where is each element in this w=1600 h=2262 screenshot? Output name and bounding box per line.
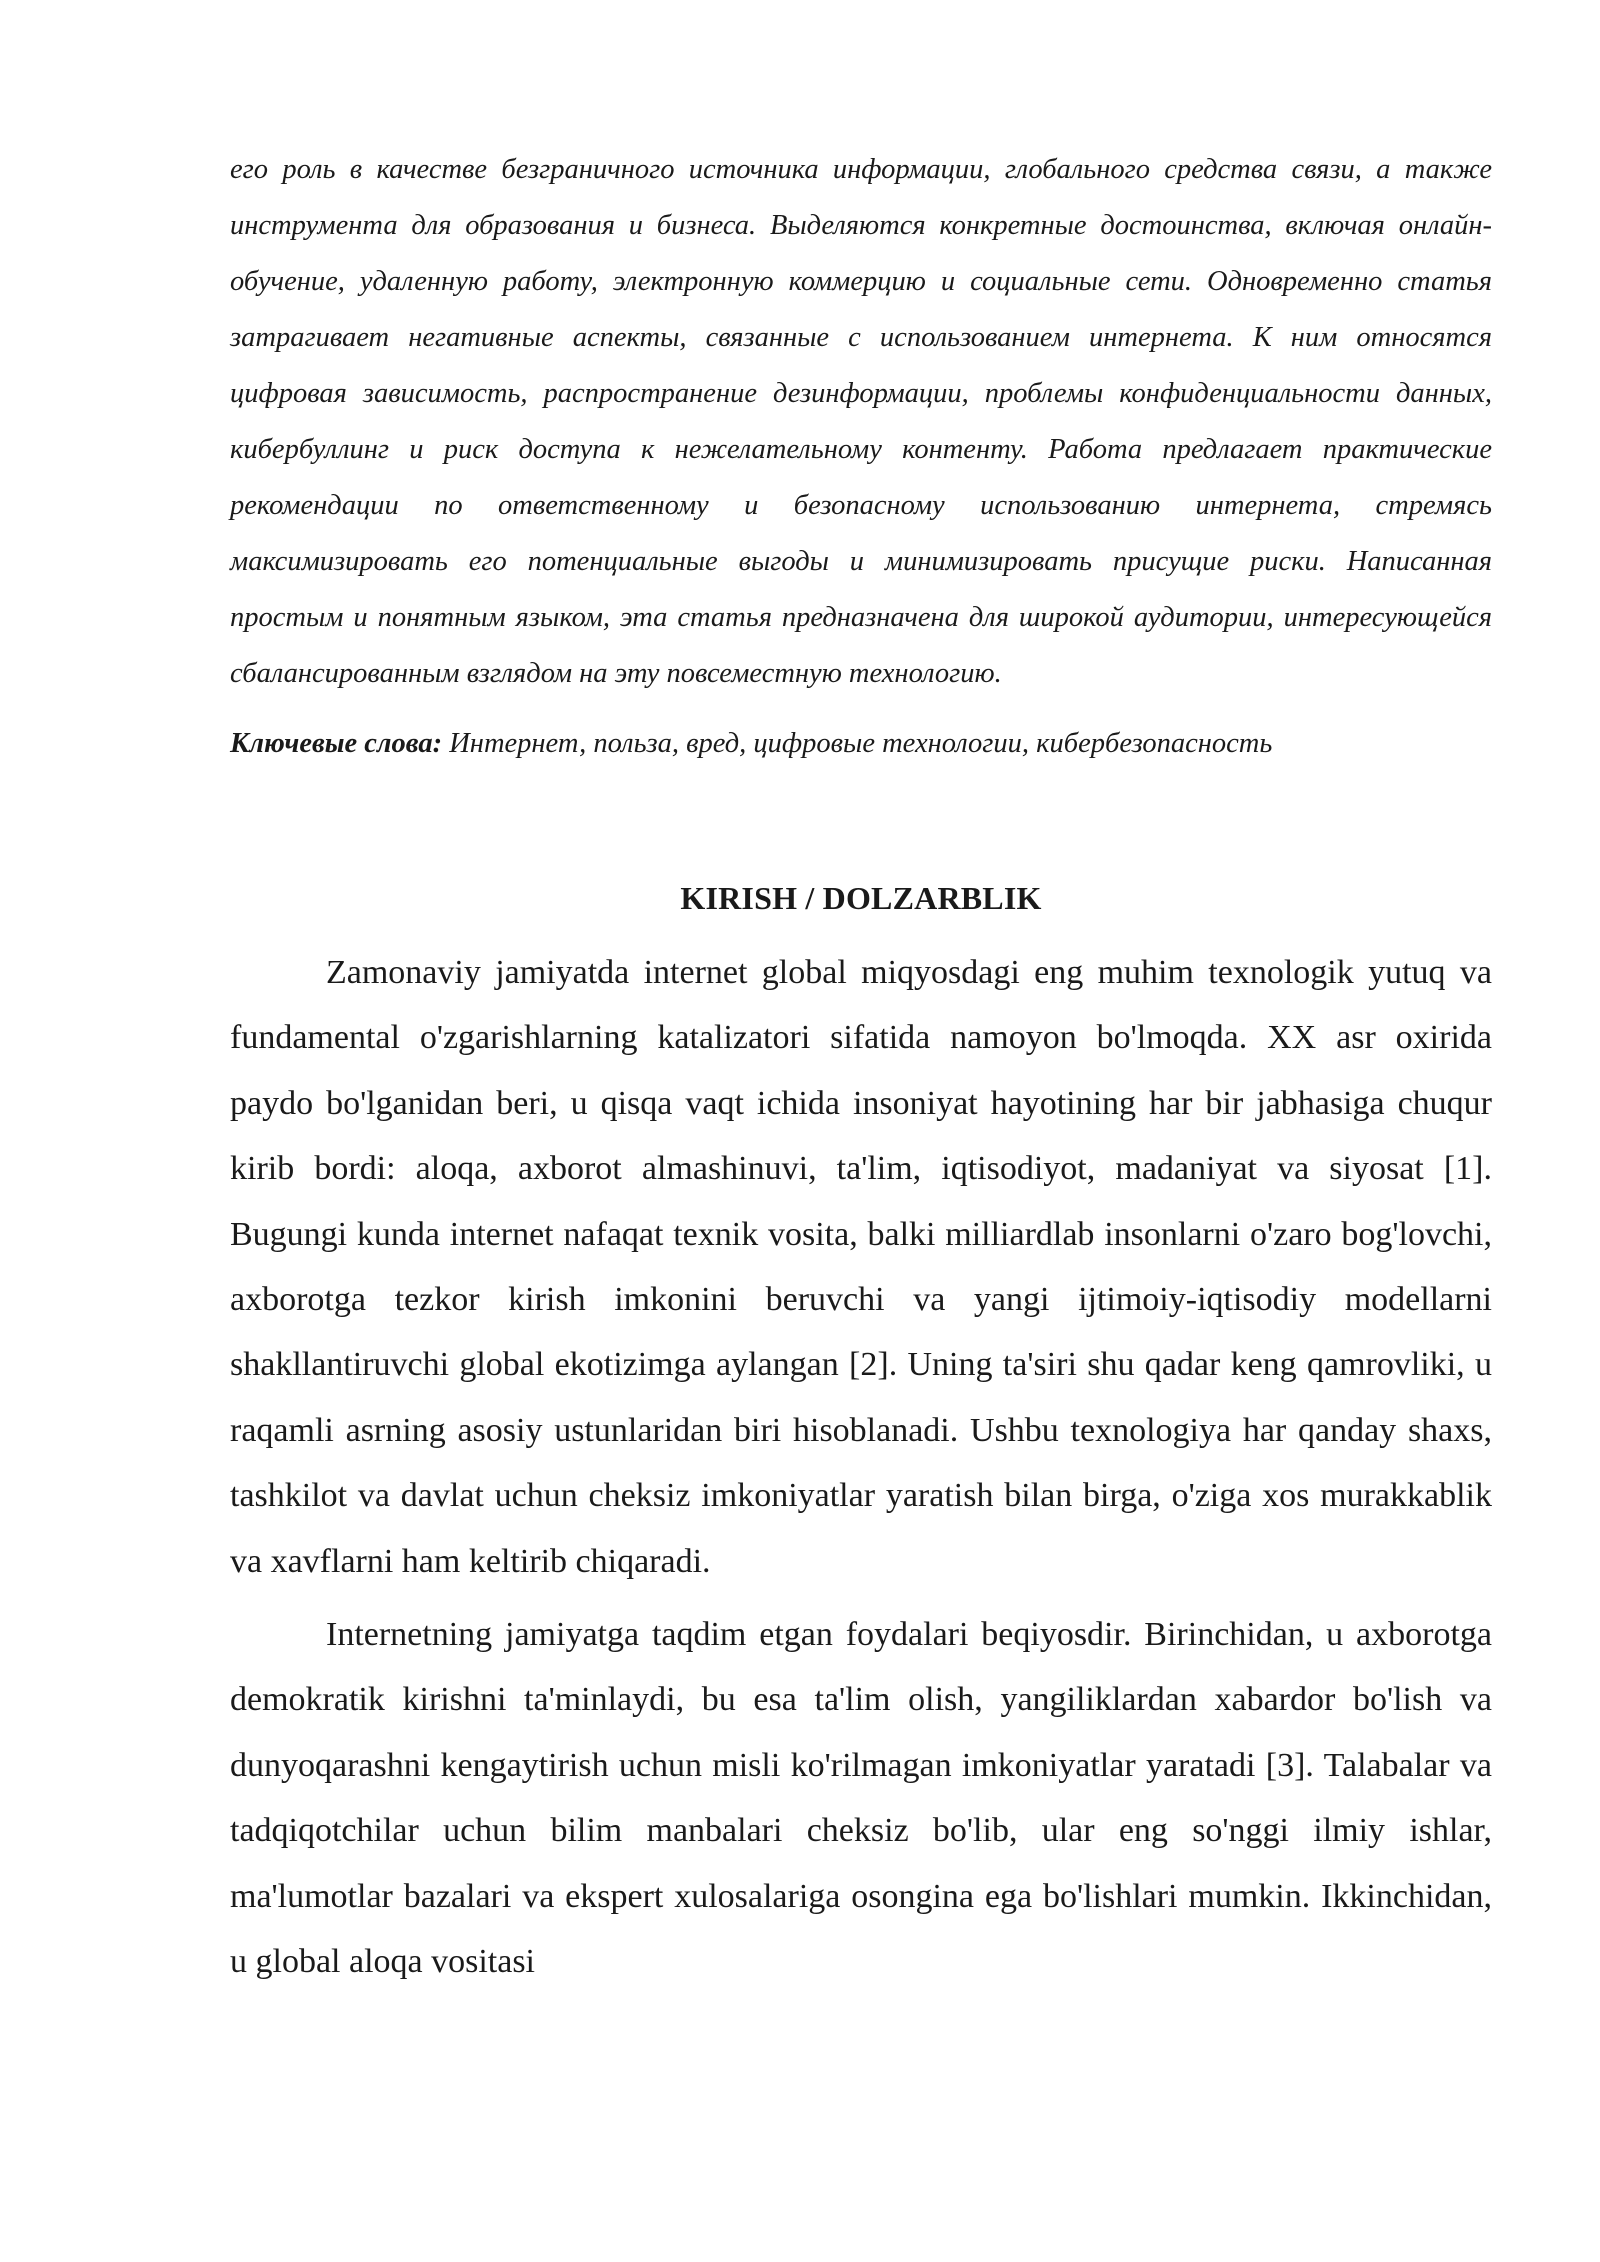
keywords-label: Ключевые слова: <box>230 728 443 759</box>
page-content <box>230 142 1492 1995</box>
section-title: KIRISH / DOLZARBLIK <box>680 880 1042 916</box>
body-paragraph-1: Zamonaviy jamiyatda internet global miqyosdagi eng muhim texnologik yutuq va fundamental o'zgarishlarning katalizatori sifatida namoyon bo'lmoqda. XX asr oxirida paydo bo'lganidan beri, u qisqa vaqt ichida insoniyat hayotining har bir jabhasiga chuqur kirib bordi: aloqa, axborot almashinuvi, ta'lim, iqtisodiyot, madaniyat va siyosat [1]. Bugungi kunda internet nafaqat texnik vosita, balki milliardlab insonlarni o'zaro bog'lovchi, axborotga tezkor kirish imkonini beruvchi va yangi ijtimoiy-iqtisodiy modellarni shakllantiruvchi global ekotizimga aylangan [2]. Uning ta'siri shu qadar keng qamrovliki, u raqamli asrning asosiy ustunlaridan biri hisoblanadi. Ushbu texnologiya har qanday shaxs, tashkilot va davlat uchun cheksiz imkoniyatlar yaratish bilan birga, o'ziga xos murakkablik va xavflarni ham keltirib chiqaradi. <box>230 954 1492 1580</box>
keywords-list: Интернет, польза, вред, цифровые технологии, кибербезопасность <box>442 728 1273 759</box>
abstract-paragraph: его роль в качестве безграничного источника информации, глобального средства связи, а также инструмента для образования и бизнеса. Выделяются конкретные достоинства, включая онлайн-обучение, удаленную работу, электронную коммерцию и социальные сети. Одновременно статья затрагивает негативные аспекты, связанные с использованием интернета. К ним относятся цифровая зависимость, распространение дезинформации, проблемы конфиденциальности данных, кибербуллинг и риск доступа к нежелательному контенту. Работа предлагает практические рекомендации по ответственному и безопасному использованию интернета, стремясь максимизировать его потенциальные выгоды и минимизировать присущие риски. Написанная простым и понятным языком, эта статья предназначена для широкой аудитории, интересующейся сбалансированным взглядом на эту повсеместную технологию. <box>230 154 1492 689</box>
body-paragraph-2: Internetning jamiyatga taqdim etgan foydalari beqiyosdir. Birinchidan, u axborotga demokratik kirishni ta'minlaydi, bu esa ta'lim olish, yangiliklardan xabardor bo'lish va dunyoqarashni kengaytirish uchun misli ko'rilmagan imkoniyatlar yaratadi [3]. Talabalar va tadqiqotchilar uchun bilim manbalari cheksiz bo'lib, ular eng so'nggi ilmiy ishlar, ma'lumotlar bazalari va ekspert xulosalariga osongina ega bo'lishlari mumkin. Ikkinchidan, u global aloqa vositasi <box>230 1616 1492 1981</box>
keywords-line <box>230 716 1492 772</box>
